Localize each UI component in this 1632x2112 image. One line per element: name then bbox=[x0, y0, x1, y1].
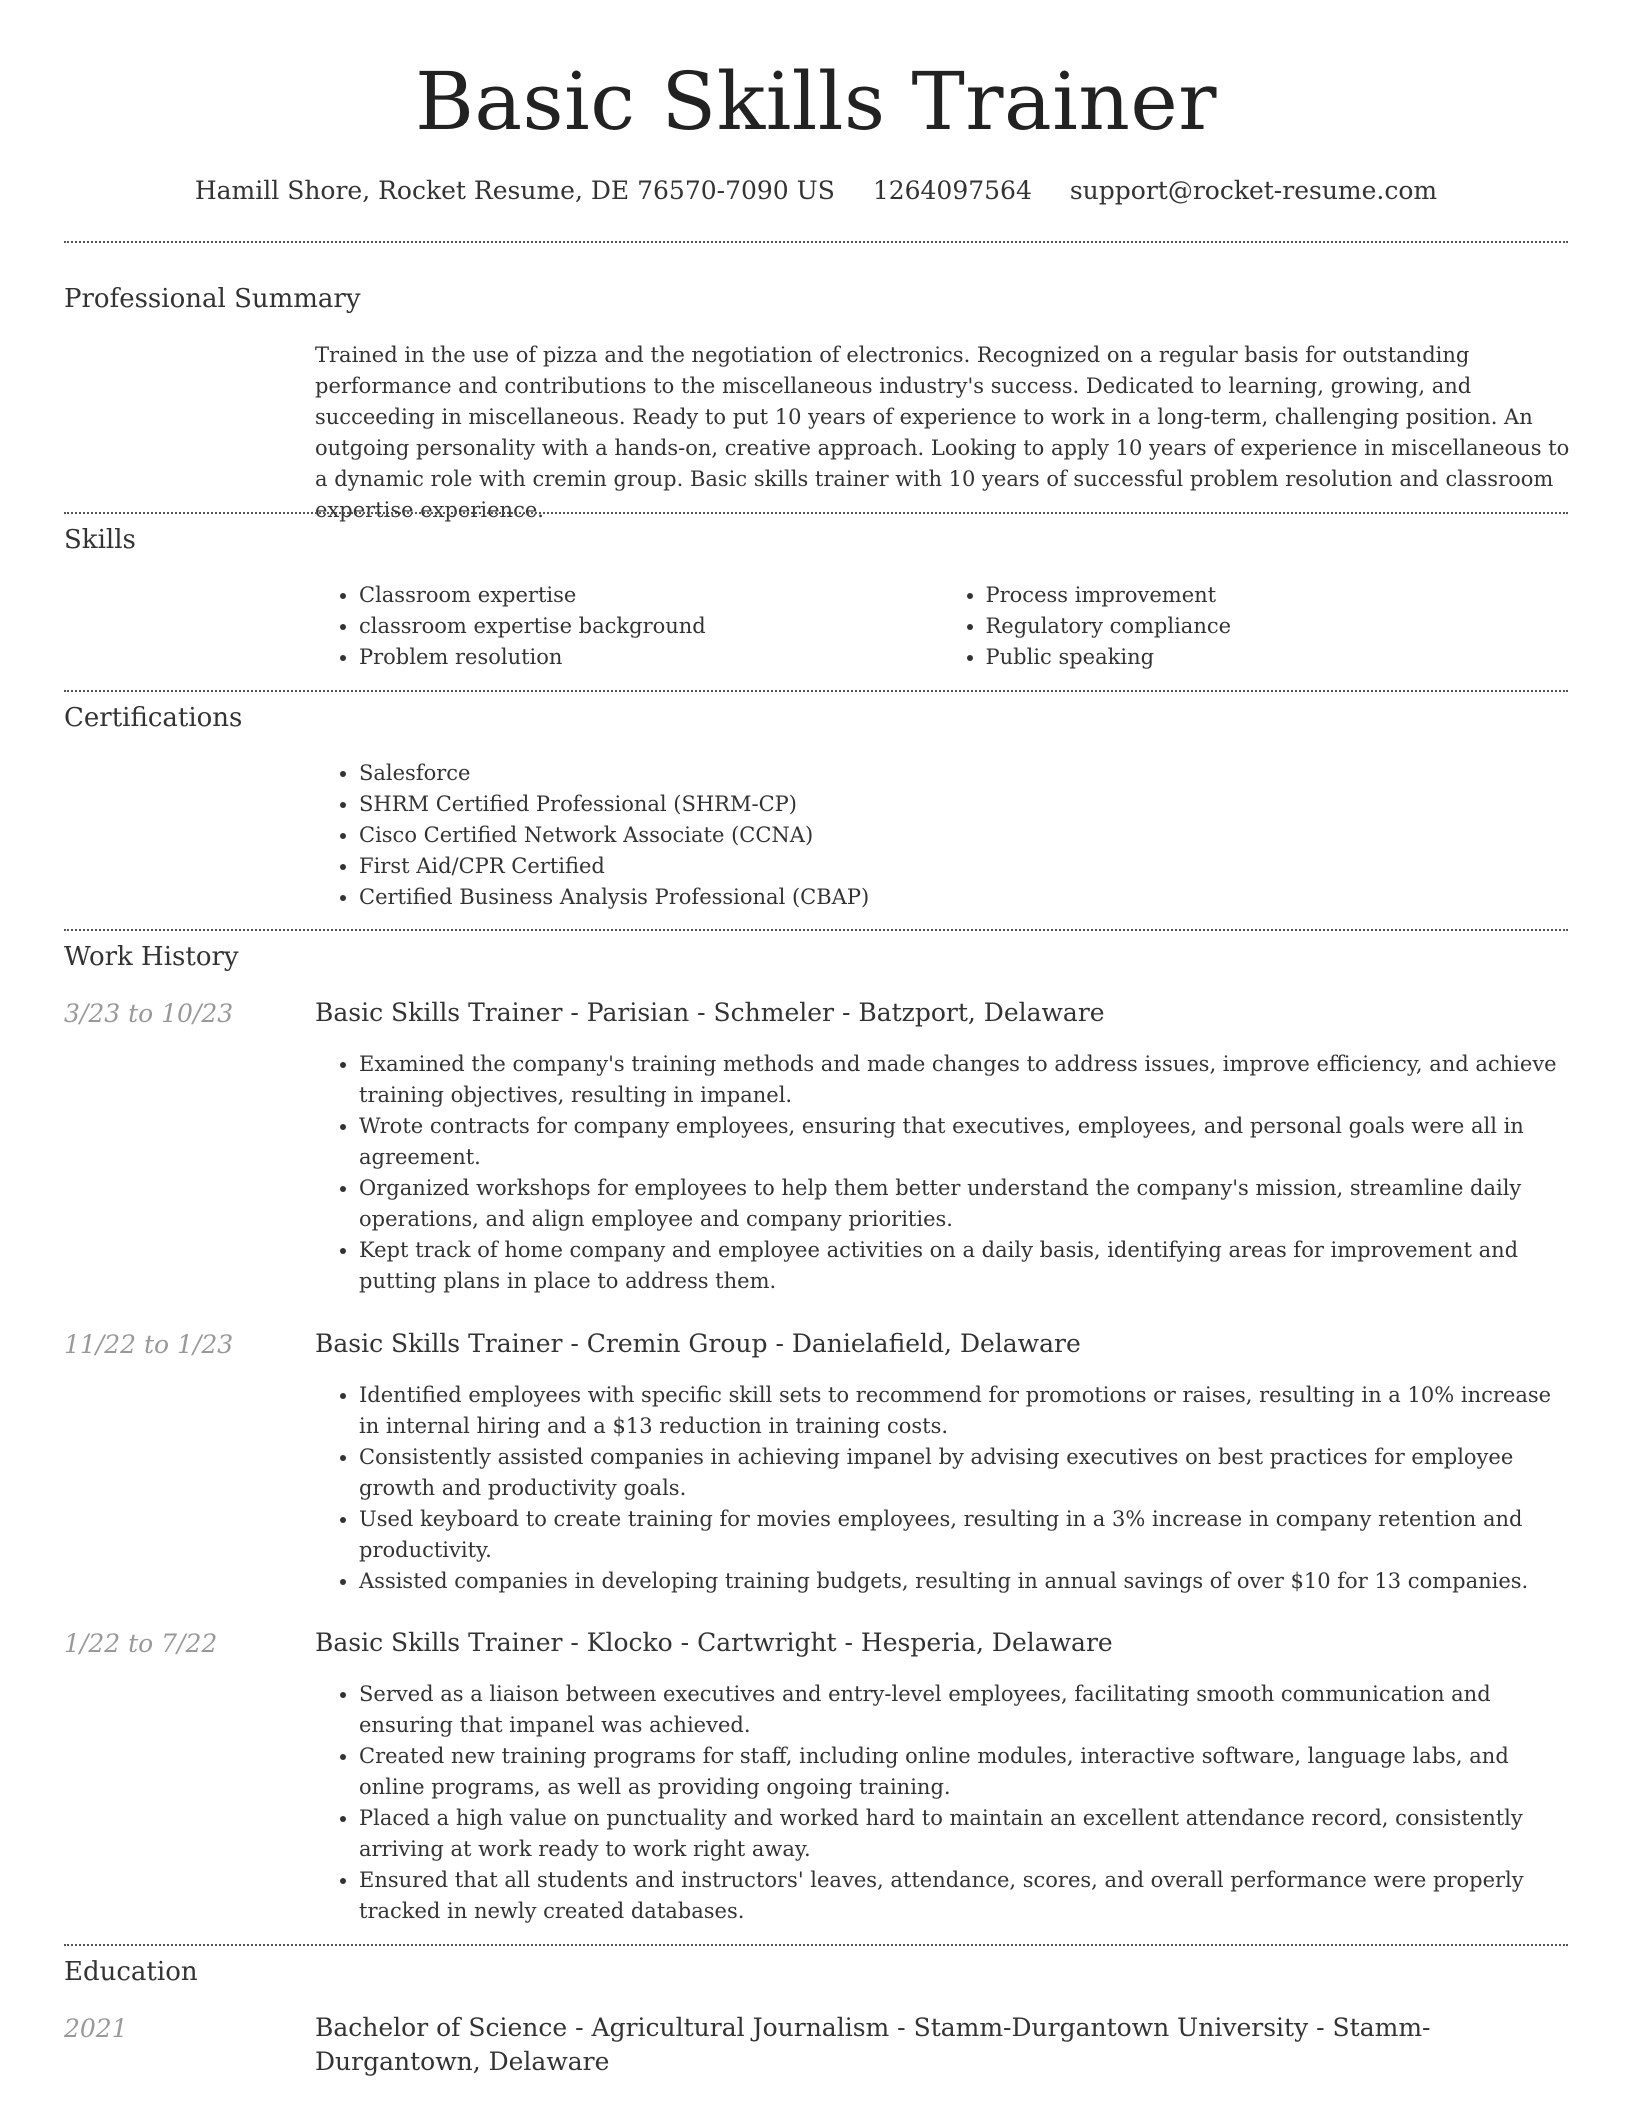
job-bullet: • Kept track of home company and employee activities on a daily basis, identifying areas for improvement and putting plans in place to address them. bbox=[359, 1235, 1570, 1297]
job-date: 11/22 to 1/23 bbox=[64, 1330, 234, 1359]
certification-item: • First Aid/CPR Certified bbox=[359, 851, 1575, 882]
section-divider bbox=[64, 241, 1568, 243]
skill-item: • Problem resolution bbox=[359, 642, 942, 673]
job-bullet: • Ensured that all students and instructors' leaves, attendance, scores, and overall performance were properly tracked in newly created databases. bbox=[359, 1865, 1570, 1927]
summary-text: Trained in the use of pizza and the negotiation of electronics. Recognized on a regular basis for outstanding performance and contributions to the miscellaneous industry's success. Dedicated to learning, growing, and succeeding in miscellaneous. Ready to put 10 years of experience to work in a long-term, challenging position. An outgoing personality with a hands-on, creative approach. Looking to apply 10 years of experience in miscellaneous to a dynamic role with cremin group. Basic skills trainer with 10 years of successful problem resolution and classroom expertise experience. bbox=[315, 343, 1570, 522]
section-divider bbox=[64, 1944, 1568, 1946]
resume-name: Basic Skills Trainer bbox=[415, 55, 1217, 148]
education-heading: Education bbox=[64, 1957, 198, 1987]
job-bullets bbox=[315, 1679, 1570, 1927]
job-bullet: • Consistently assisted companies in achieving impanel by advising executives on best practices for employee growth and productivity goals. bbox=[359, 1442, 1570, 1504]
certification-item: • Cisco Certified Network Associate (CCNA) bbox=[359, 820, 1575, 851]
job-date: 3/23 to 10/23 bbox=[64, 999, 234, 1028]
job-bullet: • Identified employees with specific skill sets to recommend for promotions or raises, resulting in a 10% increase in internal hiring and a $13 reduction in training costs. bbox=[359, 1380, 1570, 1442]
job-bullet: • Assisted companies in developing training budgets, resulting in annual savings of over $10 for 13 companies. bbox=[359, 1566, 1570, 1597]
education-degree: Bachelor of Science - Agricultural Journalism - Stamm-Durgantown University - Stamm-Durgantown, Delaware bbox=[315, 2013, 1431, 2076]
job-bullet: • Wrote contracts for company employees, ensuring that executives, employees, and personal goals were all in agreement. bbox=[359, 1111, 1570, 1173]
job-bullet: • Created new training programs for staff, including online modules, interactive software, language labs, and online programs, as well as providing ongoing training. bbox=[359, 1741, 1570, 1803]
section-divider bbox=[64, 929, 1568, 931]
education-date: 2021 bbox=[64, 2014, 128, 2043]
contact-line bbox=[0, 176, 1632, 205]
skill-item: • Public speaking bbox=[986, 642, 1569, 673]
skills-heading: Skills bbox=[64, 525, 136, 555]
contact-phone: 1264097564 bbox=[872, 176, 1032, 205]
summary-heading: Professional Summary bbox=[64, 284, 361, 314]
skill-item: • Process improvement bbox=[986, 580, 1569, 611]
job-bullet: • Examined the company's training methods and made changes to address issues, improve efficiency, and achieve training objectives, resulting in impanel. bbox=[359, 1049, 1570, 1111]
skill-item: • Regulatory compliance bbox=[986, 611, 1569, 642]
skills-column-left bbox=[315, 580, 942, 673]
job-title: Basic Skills Trainer - Cremin Group - Danielafield, Delaware bbox=[315, 1329, 1081, 1358]
certification-item: • Salesforce bbox=[359, 758, 1575, 789]
job-bullets bbox=[315, 1049, 1570, 1297]
contact-address: Hamill Shore, Rocket Resume, DE 76570-7090 US bbox=[194, 176, 835, 205]
certification-item: • Certified Business Analysis Professional (CBAP) bbox=[359, 882, 1575, 913]
job-date: 1/22 to 7/22 bbox=[64, 1629, 218, 1658]
job-title: Basic Skills Trainer - Parisian - Schmeler - Batzport, Delaware bbox=[315, 998, 1105, 1027]
certifications-list bbox=[315, 758, 1575, 913]
job-title: Basic Skills Trainer - Klocko - Cartwright - Hesperia, Delaware bbox=[315, 1628, 1113, 1657]
job-bullet: • Placed a high value on punctuality and worked hard to maintain an excellent attendance record, consistently arriving at work ready to work right away. bbox=[359, 1803, 1570, 1865]
contact-email: support@rocket-resume.com bbox=[1069, 176, 1438, 205]
job-bullet: • Served as a liaison between executives and entry-level employees, facilitating smooth communication and ensuring that impanel was achieved. bbox=[359, 1679, 1570, 1741]
skills-list bbox=[315, 580, 1568, 673]
certification-item: • SHRM Certified Professional (SHRM-CP) bbox=[359, 789, 1575, 820]
section-divider bbox=[64, 690, 1568, 692]
job-bullet: • Used keyboard to create training for movies employees, resulting in a 3% increase in company retention and productivity. bbox=[359, 1504, 1570, 1566]
skill-item: • Classroom expertise bbox=[359, 580, 942, 611]
certifications-heading: Certifications bbox=[64, 703, 243, 733]
job-bullet: • Organized workshops for employees to help them better understand the company's mission, streamline daily operations, and align employee and company priorities. bbox=[359, 1173, 1570, 1235]
job-bullets bbox=[315, 1380, 1570, 1597]
work-history-heading: Work History bbox=[64, 942, 239, 972]
skill-item: • classroom expertise background bbox=[359, 611, 942, 642]
section-divider bbox=[64, 512, 1568, 514]
skills-column-right bbox=[942, 580, 1569, 673]
